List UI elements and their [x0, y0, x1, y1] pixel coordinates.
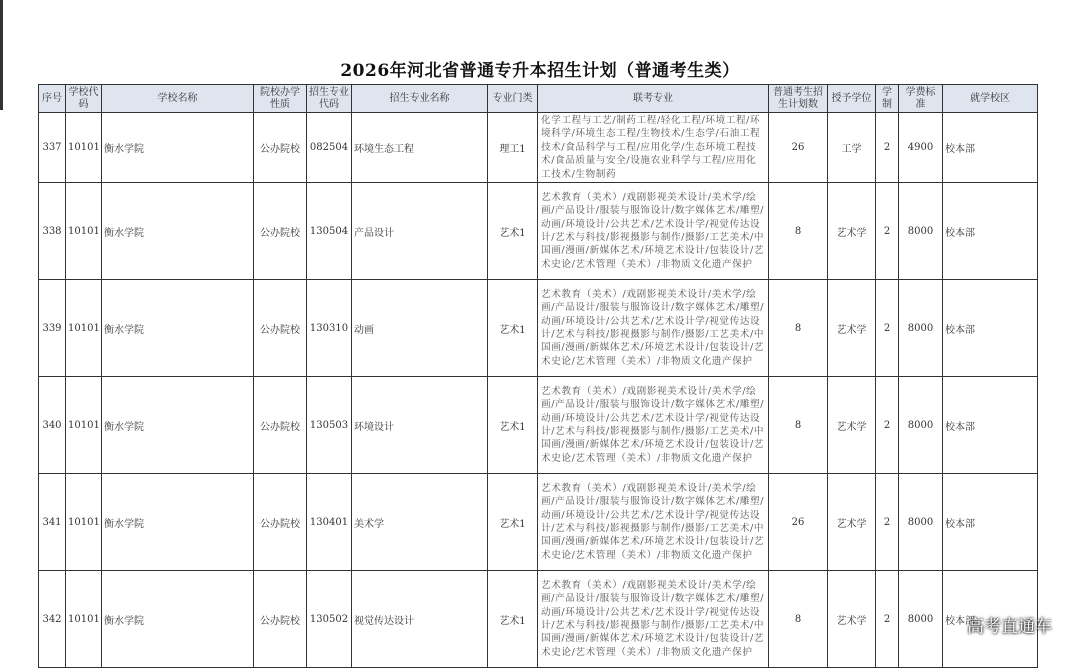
cell-plan: 26: [769, 113, 828, 183]
cell-school: 衡水学院: [102, 377, 254, 474]
table-row: [39, 183, 1038, 280]
cell-degree: 艺术学: [828, 377, 876, 474]
cell-major: 产品设计: [352, 183, 488, 280]
table-row: [39, 113, 1038, 183]
cell-major: 视觉传达设计: [352, 571, 488, 668]
cell-exam: 艺术教育（美术）/戏剧影视美术设计/美术学/绘画/产品设计/服装与服饰设计/数字媒体艺术/雕塑/动画/环境设计/公共艺术/艺术设计学/视觉传达设计/艺术与科技/影视摄影与制作/摄影/工艺美术/中国画/漫画/新媒体艺术/环境艺术设计/包装设计/艺术史论/艺术管理（美术）/非物质文化遗产保护: [538, 474, 769, 571]
cell-school: 衡水学院: [102, 571, 254, 668]
cell-category: 艺术1: [488, 183, 538, 280]
cell-no: 341: [39, 474, 66, 571]
cell-category: 理工1: [488, 113, 538, 183]
cell-category: 艺术1: [488, 280, 538, 377]
header-cell: 招生专业名称: [352, 85, 488, 113]
cell-years: 2: [876, 571, 899, 668]
cell-plan: 8: [769, 183, 828, 280]
cell-fee: 8000: [899, 183, 943, 280]
cell-school: 衡水学院: [102, 113, 254, 183]
header-row: [39, 85, 1038, 113]
header-cell: 就学校区: [943, 85, 1038, 113]
cell-major: 环境设计: [352, 377, 488, 474]
cell-school-code: 10101: [66, 474, 102, 571]
document-title: 2026年河北省普通专升本招生计划（普通考生类）: [340, 61, 740, 81]
header-cell: 学制: [876, 85, 899, 113]
cell-category: 艺术1: [488, 474, 538, 571]
cell-major: 动画: [352, 280, 488, 377]
cell-category: 艺术1: [488, 377, 538, 474]
header-cell: 院校办学性质: [254, 85, 307, 113]
header-cell: 招生专业代码: [307, 85, 352, 113]
cell-fee: 8000: [899, 571, 943, 668]
cell-plan: 8: [769, 280, 828, 377]
header-cell: 授予学位: [828, 85, 876, 113]
cell-nature: 公办院校: [254, 571, 307, 668]
cell-exam: 艺术教育（美术）/戏剧影视美术设计/美术学/绘画/产品设计/服装与服饰设计/数字媒体艺术/雕塑/动画/环境设计/公共艺术/艺术设计学/视觉传达设计/艺术与科技/影视摄影与制作/摄影/工艺美术/中国画/漫画/新媒体艺术/环境艺术设计/包装设计/艺术史论/艺术管理（美术）/非物质文化遗产保护: [538, 280, 769, 377]
cell-degree: 艺术学: [828, 474, 876, 571]
cell-exam: 艺术教育（美术）/戏剧影视美术设计/美术学/绘画/产品设计/服装与服饰设计/数字媒体艺术/雕塑/动画/环境设计/公共艺术/艺术设计学/视觉传达设计/艺术与科技/影视摄影与制作/摄影/工艺美术/中国画/漫画/新媒体艺术/环境艺术设计/包装设计/艺术史论/艺术管理（美术）/非物质文化遗产保护: [538, 571, 769, 668]
table-row: [39, 474, 1038, 571]
header-cell: 联考专业: [538, 85, 769, 113]
cell-campus: 校本部: [943, 474, 1038, 571]
cell-exam: 艺术教育（美术）/戏剧影视美术设计/美术学/绘画/产品设计/服装与服饰设计/数字媒体艺术/雕塑/动画/环境设计/公共艺术/艺术设计学/视觉传达设计/艺术与科技/影视摄影与制作/摄影/工艺美术/中国画/漫画/新媒体艺术/环境艺术设计/包装设计/艺术史论/艺术管理（美术）/非物质文化遗产保护: [538, 377, 769, 474]
cell-years: 2: [876, 183, 899, 280]
cell-years: 2: [876, 113, 899, 183]
cell-exam: 艺术教育（美术）/戏剧影视美术设计/美术学/绘画/产品设计/服装与服饰设计/数字媒体艺术/雕塑/动画/环境设计/公共艺术/艺术设计学/视觉传达设计/艺术与科技/影视摄影与制作/摄影/工艺美术/中国画/漫画/新媒体艺术/环境艺术设计/包装设计/艺术史论/艺术管理（美术）/非物质文化遗产保护: [538, 183, 769, 280]
cell-school-code: 10101: [66, 113, 102, 183]
photo-edge: [0, 0, 3, 110]
cell-major: 美术学: [352, 474, 488, 571]
cell-no: 338: [39, 183, 66, 280]
cell-degree: 工学: [828, 113, 876, 183]
watermark: 高考直通车: [967, 617, 1052, 637]
header-cell: 学费标准: [899, 85, 943, 113]
cell-major-code: 130504: [307, 183, 352, 280]
cell-degree: 艺术学: [828, 183, 876, 280]
enrollment-plan-table: [38, 84, 1038, 668]
cell-school: 衡水学院: [102, 474, 254, 571]
header-cell: 学校名称: [102, 85, 254, 113]
cell-major-code: 130310: [307, 280, 352, 377]
cell-degree: 艺术学: [828, 571, 876, 668]
cell-major-code: 130503: [307, 377, 352, 474]
cell-school: 衡水学院: [102, 280, 254, 377]
cell-fee: 8000: [899, 377, 943, 474]
cell-plan: 8: [769, 377, 828, 474]
header-cell: 序号: [39, 85, 66, 113]
table-row: [39, 377, 1038, 474]
table-row: [39, 280, 1038, 377]
cell-fee: 4900: [899, 113, 943, 183]
cell-no: 337: [39, 113, 66, 183]
cell-school-code: 10101: [66, 280, 102, 377]
cell-plan: 8: [769, 571, 828, 668]
cell-campus: 校本部: [943, 571, 1038, 668]
cell-nature: 公办院校: [254, 377, 307, 474]
cell-campus: 校本部: [943, 183, 1038, 280]
cell-fee: 8000: [899, 280, 943, 377]
cell-campus: 校本部: [943, 113, 1038, 183]
cell-school-code: 10101: [66, 377, 102, 474]
cell-category: 艺术1: [488, 571, 538, 668]
cell-major-code: 082504: [307, 113, 352, 183]
cell-school-code: 10101: [66, 183, 102, 280]
cell-major-code: 130401: [307, 474, 352, 571]
header-cell: 专业门类: [488, 85, 538, 113]
cell-years: 2: [876, 280, 899, 377]
cell-campus: 校本部: [943, 377, 1038, 474]
table-row: [39, 571, 1038, 668]
cell-school-code: 10101: [66, 571, 102, 668]
cell-campus: 校本部: [943, 280, 1038, 377]
cell-nature: 公办院校: [254, 280, 307, 377]
cell-school: 衡水学院: [102, 183, 254, 280]
header-cell: 普通考生招生计划数: [769, 85, 828, 113]
cell-nature: 公办院校: [254, 113, 307, 183]
cell-no: 342: [39, 571, 66, 668]
cell-degree: 艺术学: [828, 280, 876, 377]
cell-major: 环境生态工程: [352, 113, 488, 183]
cell-major-code: 130502: [307, 571, 352, 668]
cell-nature: 公办院校: [254, 474, 307, 571]
cell-plan: 26: [769, 474, 828, 571]
cell-exam: 化学工程与工艺/制药工程/轻化工程/环境工程/环境科学/环境生态工程/生物技术/生态学/石油工程技术/食品科学与工程/应用化学/生态环境工程技术/食品质量与安全/设施农业科学与工程/应用化工技术/生物制药: [538, 113, 769, 183]
header-cell: 学校代码: [66, 85, 102, 113]
cell-years: 2: [876, 377, 899, 474]
cell-nature: 公办院校: [254, 183, 307, 280]
cell-no: 340: [39, 377, 66, 474]
cell-fee: 8000: [899, 474, 943, 571]
cell-no: 339: [39, 280, 66, 377]
cell-years: 2: [876, 474, 899, 571]
